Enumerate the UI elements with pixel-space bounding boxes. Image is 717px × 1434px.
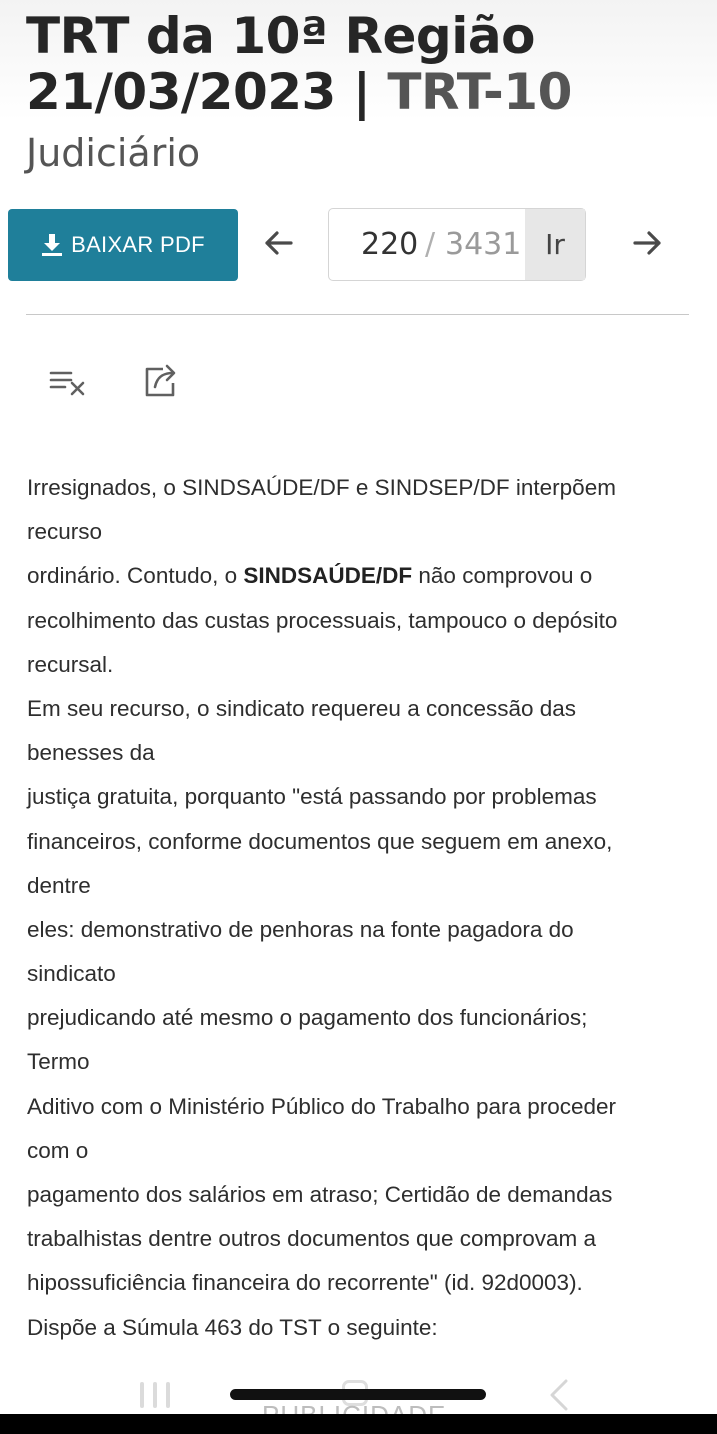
document-line: trabalhistas dentre outros documentos que comprovam a: [27, 1226, 597, 1252]
document-line: Em seu recurso, o sindicato requereu a concessão das: [27, 695, 577, 721]
document-line: hipossuficiência financeira do recorrente" (id. 92d0003).: [27, 1270, 583, 1296]
document-line: Dispõe a Súmula 463 do TST o seguinte:: [27, 1314, 438, 1340]
section-subtitle: Judiciário: [26, 131, 201, 175]
recent-apps-button[interactable]: [140, 1382, 170, 1408]
download-pdf-button[interactable]: [8, 209, 238, 281]
document-line: eles: demonstrativo de penhoras na fonte pagadora do: [27, 916, 574, 942]
document-line: pagamento dos salários em atraso; Certidão de demandas: [27, 1182, 613, 1207]
edition-date: 21/03/2023: [26, 63, 336, 121]
bottom-edge-bar: [0, 1414, 717, 1434]
arrow-left-icon: [263, 230, 293, 261]
next-page-button[interactable]: [628, 225, 668, 265]
document-line: benesses da: [27, 740, 155, 766]
back-button[interactable]: [544, 1378, 574, 1412]
arrow-right-icon: [633, 230, 663, 261]
system-navigation-bar: [0, 1360, 717, 1420]
page-navigator: [328, 208, 586, 281]
page-title-line1: TRT da 10ª Região: [26, 7, 535, 65]
page-title-line2: [26, 64, 706, 120]
go-button[interactable]: Ir: [525, 209, 585, 280]
total-pages: 3431: [445, 227, 522, 262]
document-line-bold: SINDSAÚDE/DF: [243, 563, 413, 589]
document-line: Irresignados, o SINDSAÚDE/DF e SINDSEP/DF interpõem: [27, 475, 616, 500]
document-line: Termo: [27, 1049, 90, 1075]
back-chevron-icon: [544, 1378, 574, 1412]
document-line: [27, 554, 699, 598]
download-icon: [41, 233, 63, 257]
document-text: [27, 466, 699, 1350]
share-icon: [141, 363, 181, 404]
download-pdf-label: BAIXAR PDF: [71, 232, 205, 257]
clear-highlight-icon: [47, 366, 87, 401]
document-line: financeiros, conforme documentos que seguem em anexo,: [27, 828, 613, 854]
document-line: Aditivo com o Ministério Público do Trabalho para proceder: [27, 1093, 617, 1119]
page-title: [26, 8, 706, 120]
previous-page-button[interactable]: [258, 225, 298, 265]
document-line: prejudicando até mesmo o pagamento dos funcionários;: [27, 1005, 588, 1031]
page-separator: /: [425, 227, 436, 262]
document-line-text: ordinário. Contudo, o: [27, 563, 244, 589]
document-line: recolhimento das custas processuais, tampouco o depósito: [27, 607, 618, 633]
document-line: com o: [27, 1137, 89, 1163]
document-line: dentre: [27, 872, 91, 898]
toolbar-divider: [26, 314, 689, 315]
title-separator: |: [335, 63, 388, 121]
document-line: recursal.: [27, 651, 114, 677]
court-code: TRT-10: [387, 63, 572, 121]
document-line: recurso: [27, 519, 103, 545]
document-line-text: não comprovou o: [412, 563, 593, 589]
current-page-input[interactable]: 220: [361, 227, 419, 262]
document-line: justiça gratuita, porquanto "está passando por problemas: [27, 784, 597, 810]
gesture-home-indicator[interactable]: [230, 1389, 486, 1400]
share-button[interactable]: [140, 364, 182, 402]
clear-highlight-button[interactable]: [46, 364, 88, 402]
document-line: sindicato: [27, 961, 116, 987]
